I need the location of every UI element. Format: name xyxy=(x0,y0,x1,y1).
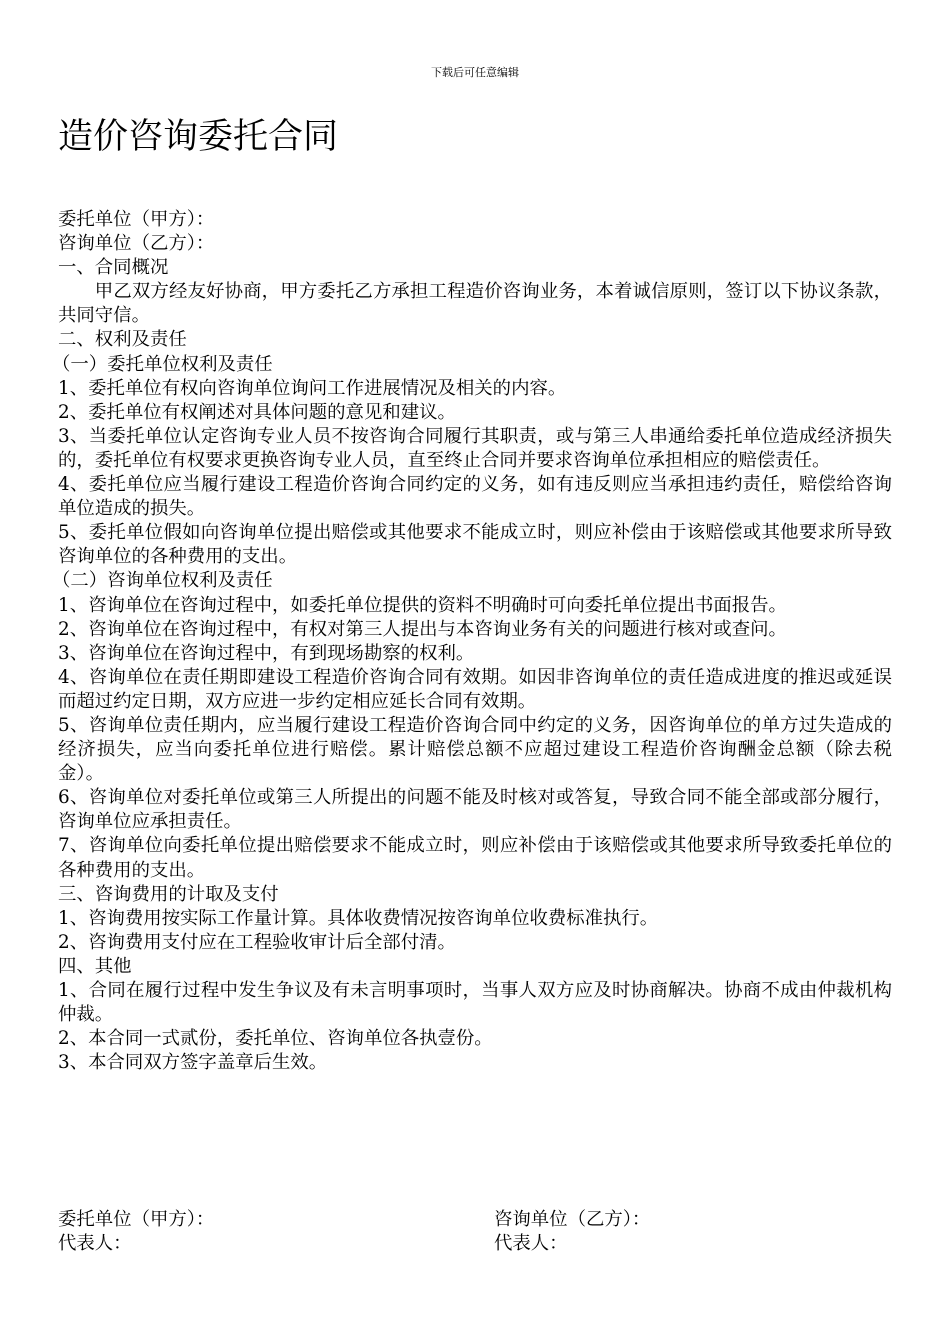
signature-party-a-rep: 代表人： xyxy=(58,1233,132,1255)
signature-party-a xyxy=(58,1208,214,1256)
document-title: 造价咨询委托合同 xyxy=(58,117,339,157)
clause-item: 3、咨询单位在咨询过程中，有到现场勘察的权利。 xyxy=(58,642,475,664)
signature-party-b-label: 咨询单位（乙方）： xyxy=(494,1209,651,1230)
section-heading-other: 四、其他 xyxy=(58,955,132,977)
party-a-line: 委托单位（甲方）： xyxy=(58,209,215,230)
clause-item: 1、委托单位有权向咨询单位询问工作进展情况及相关的内容。 xyxy=(58,377,567,399)
clause-item: 1、咨询费用按实际工作量计算。具体收费情况按咨询单位收费标准执行。 xyxy=(58,907,659,929)
clause-item: 3、当委托单位认定咨询专业人员不按咨询合同履行其职责，或与第三人串通给委托单位造成经济损失的，委托单位有权要求更换咨询专业人员，直至终止合同并要求咨询单位承担相应的赔偿责任。 xyxy=(58,425,892,471)
header-note: 下载后可任意编辑 xyxy=(431,66,519,79)
section-heading-rights: 二、权利及责任 xyxy=(58,329,187,351)
clause-item: 1、咨询单位在咨询过程中，如委托单位提供的资料不明确时可向委托单位提出书面报告。 xyxy=(58,594,787,616)
clause-item: 4、咨询单位在责任期即建设工程造价咨询合同有效期。如因非咨询单位的责任造成进度的推迟或延误而超过约定日期，双方应进一步约定相应延长合同有效期。 xyxy=(58,666,892,712)
clause-item: 3、本合同双方签字盖章后生效。 xyxy=(58,1052,328,1074)
clause-item: 7、咨询单位向委托单位提出赔偿要求不能成立时，则应补偿由于该赔偿或其他要求所导致委托单位的各种费用的支出。 xyxy=(58,835,892,881)
signature-party-a-label: 委托单位（甲方）： xyxy=(58,1209,215,1230)
signature-party-b-rep: 代表人： xyxy=(494,1233,568,1255)
signature-party-b xyxy=(494,1208,650,1256)
section-heading-overview: 一、合同概况 xyxy=(58,257,169,279)
clause-item: 2、委托单位有权阐述对具体问题的意见和建议。 xyxy=(58,401,456,423)
clause-item: 6、咨询单位对委托单位或第三人所提出的问题不能及时核对或答复，导致合同不能全部或部分履行，咨询单位应承担责任。 xyxy=(58,787,892,833)
clause-item: 5、咨询单位责任期内，应当履行建设工程造价咨询合同中约定的义务，因咨询单位的单方过失造成的经济损失，应当向委托单位进行赔偿。累计赔偿总额不应超过建设工程造价咨询酬金总额（除去税金）。 xyxy=(58,714,892,785)
clause-item: 5、委托单位假如向咨询单位提出赔偿或其他要求不能成立时，则应补偿由于该赔偿或其他要求所导致咨询单位的各种费用的支出。 xyxy=(58,522,892,568)
clause-item: 2、本合同一式贰份，委托单位、咨询单位各执壹份。 xyxy=(58,1028,493,1050)
clause-item: 2、咨询费用支付应在工程验收审计后全部付清。 xyxy=(58,931,456,953)
overview-paragraph: 甲乙双方经友好协商，甲方委托乙方承担工程造价咨询业务，本着诚信原则，签订以下协议条款，共同守信。 xyxy=(58,281,892,327)
clause-item: 4、委托单位应当履行建设工程造价咨询合同约定的义务，如有违反则应当承担违约责任，赔偿给咨询单位造成的损失。 xyxy=(58,474,892,520)
subsection-heading-consultant: （二）咨询单位权利及责任 xyxy=(52,570,273,592)
clause-item: 2、咨询单位在咨询过程中，有权对第三人提出与本咨询业务有关的问题进行核对或查问。 xyxy=(58,618,787,640)
contract-body xyxy=(52,208,892,1075)
subsection-heading-client: （一）委托单位权利及责任 xyxy=(52,353,273,375)
clause-item: 1、合同在履行过程中发生争议及有未言明事项时，当事人双方应及时协商解决。协商不成由仲裁机构仲裁。 xyxy=(58,980,892,1026)
section-heading-fees: 三、咨询费用的计取及支付 xyxy=(58,883,279,905)
party-b-line: 咨询单位（乙方）： xyxy=(58,233,215,255)
